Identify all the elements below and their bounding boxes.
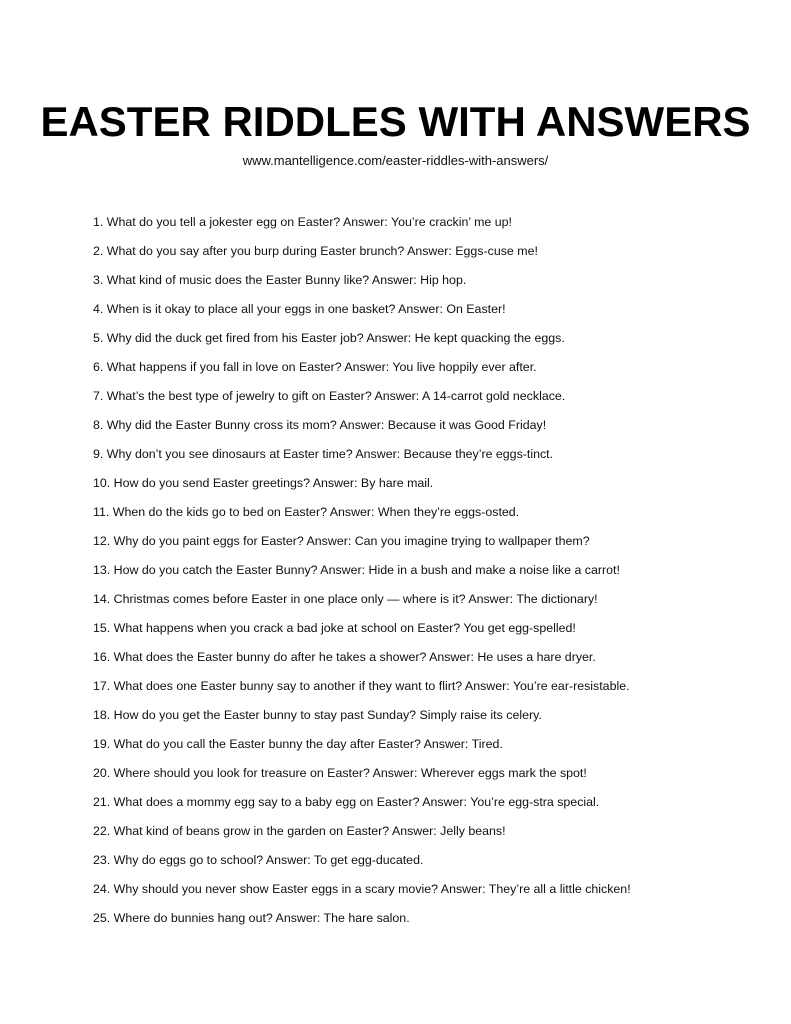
riddle-item: 7. What’s the best type of jewelry to gift on Easter? Answer: A 14-carrot gold necklace. [93, 389, 566, 403]
riddle-item: 18. How do you get the Easter bunny to stay past Sunday? Simply raise its celery. [93, 708, 542, 722]
riddle-item: 19. What do you call the Easter bunny the day after Easter? Answer: Tired. [93, 737, 503, 751]
riddle-item: 24. Why should you never show Easter eggs in a scary movie? Answer: They’re all a little chicken! [93, 882, 631, 896]
riddle-item: 23. Why do eggs go to school? Answer: To get egg-ducated. [93, 853, 424, 867]
riddle-item: 9. Why don’t you see dinosaurs at Easter time? Answer: Because they’re eggs-tinct. [93, 447, 554, 461]
riddle-item: 17. What does one Easter bunny say to another if they want to flirt? Answer: You’re ear-resistable. [93, 679, 630, 693]
riddle-item: 4. When is it okay to place all your eggs in one basket? Answer: On Easter! [93, 302, 506, 316]
riddle-item: 10. How do you send Easter greetings? Answer: By hare mail. [93, 476, 434, 490]
page-title: EASTER RIDDLES WITH ANSWERS [40, 98, 751, 145]
riddle-item: 1. What do you tell a jokester egg on Easter? Answer: You’re crackin’ me up! [93, 215, 512, 229]
riddle-item: 11. When do the kids go to bed on Easter? Answer: When they’re eggs-osted. [93, 505, 520, 519]
riddle-item: 25. Where do bunnies hang out? Answer: The hare salon. [93, 911, 410, 925]
riddle-item: 16. What does the Easter bunny do after he takes a shower? Answer: He uses a hare dryer. [93, 650, 596, 664]
riddle-item: 2. What do you say after you burp during Easter brunch? Answer: Eggs-cuse me! [93, 244, 538, 258]
riddle-list [93, 213, 753, 938]
riddle-item: 13. How do you catch the Easter Bunny? Answer: Hide in a bush and make a noise like a carrot! [93, 563, 620, 577]
riddle-item: 20. Where should you look for treasure on Easter? Answer: Wherever eggs mark the spot! [93, 766, 587, 780]
riddle-item: 22. What kind of beans grow in the garden on Easter? Answer: Jelly beans! [93, 824, 506, 838]
riddle-item: 8. Why did the Easter Bunny cross its mom? Answer: Because it was Good Friday! [93, 418, 547, 432]
riddle-item: 21. What does a mommy egg say to a baby egg on Easter? Answer: You’re egg-stra special. [93, 795, 600, 809]
riddle-item: 3. What kind of music does the Easter Bunny like? Answer: Hip hop. [93, 273, 467, 287]
riddle-item: 5. Why did the duck get fired from his Easter job? Answer: He kept quacking the eggs. [93, 331, 565, 345]
riddle-item: 6. What happens if you fall in love on Easter? Answer: You live hoppily ever after. [93, 360, 537, 374]
riddle-item: 12. Why do you paint eggs for Easter? Answer: Can you imagine trying to wallpaper them? [93, 534, 590, 548]
riddle-item: 14. Christmas comes before Easter in one place only — where is it? Answer: The dictionary! [93, 592, 598, 606]
source-url: www.mantelligence.com/easter-riddles-with-answers/ [242, 153, 549, 168]
riddle-item: 15. What happens when you crack a bad joke at school on Easter? You get egg-spelled! [93, 621, 576, 635]
